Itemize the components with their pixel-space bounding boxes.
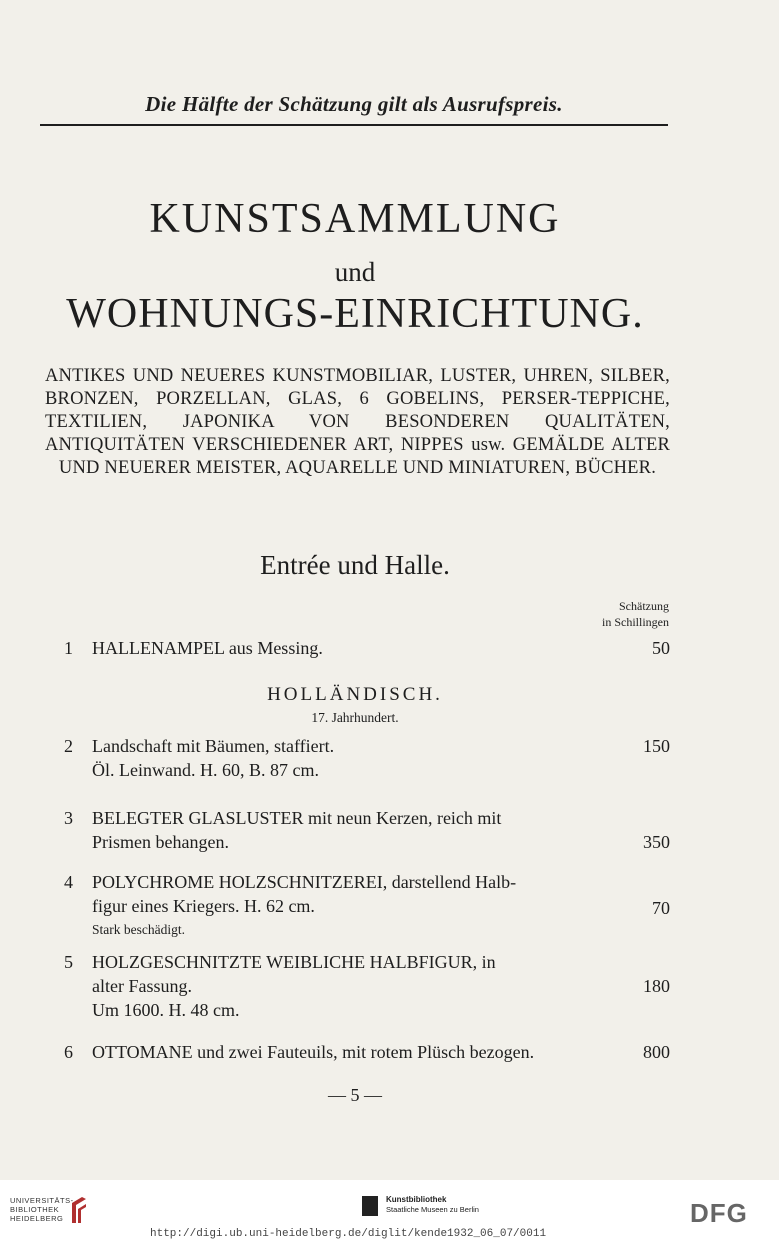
page-url-link[interactable]: http://digi.ub.uni-heidelberg.de/diglit/kende1932_06_07/0011 xyxy=(150,1228,547,1240)
item-line: HOLZGESCHNITZTE WEIBLICHE HALBFIGUR, in xyxy=(92,952,496,972)
university-line: BIBLIOTHEK xyxy=(10,1205,60,1214)
university-line: HEIDELBERG xyxy=(10,1214,64,1223)
divider xyxy=(40,124,668,126)
item-line: Öl. Leinwand. H. 60, B. 87 cm. xyxy=(92,760,319,780)
university-line: UNIVERSITÄTS- xyxy=(10,1196,74,1205)
estimate-header xyxy=(602,598,669,630)
item-text xyxy=(92,734,612,782)
item-note: Stark beschädigt. xyxy=(92,922,185,937)
item-price: 350 xyxy=(643,832,670,852)
item-line: BELEGTER GLASLUSTER mit neun Kerzen, reich mit xyxy=(92,808,502,828)
item-number: 2 xyxy=(64,736,73,756)
item-price: 800 xyxy=(643,1042,670,1062)
title-line-2: WOHNUNGS-EINRICHTUNG. xyxy=(66,291,644,337)
kunstbibliothek-logo-icon[interactable] xyxy=(362,1196,378,1216)
estimate-header-line-1: Schätzung xyxy=(619,599,669,613)
item-number: 5 xyxy=(64,952,73,972)
item-line: figur eines Kriegers. H. 62 cm. xyxy=(92,896,315,916)
dfg-logo[interactable]: DFG xyxy=(690,1198,748,1228)
item-number: 3 xyxy=(64,808,73,828)
item-text xyxy=(92,806,612,854)
kb-name: Kunstbibliothek xyxy=(386,1195,447,1204)
university-library-label[interactable] xyxy=(10,1196,74,1223)
item-number: 4 xyxy=(64,872,73,892)
item-number: 6 xyxy=(64,1042,73,1062)
item-text: OTTOMANE und zwei Fauteuils, mit rotem Plüsch bezogen. xyxy=(92,1042,535,1062)
subheading-title: HOLLÄNDISCH. xyxy=(267,684,443,705)
item-text: HALLENAMPEL aus Messing. xyxy=(92,638,323,658)
university-logo-icon[interactable] xyxy=(68,1195,90,1225)
item-line: POLYCHROME HOLZSCHNITZEREI, darstellend Halb- xyxy=(92,872,517,892)
motto: Die Hälfte der Schätzung gilt als Ausrufspreis. xyxy=(145,92,563,116)
item-price: 50 xyxy=(652,638,670,658)
page-number: — 5 — xyxy=(328,1085,382,1105)
kunstbibliothek-label[interactable] xyxy=(386,1195,479,1215)
item-line: alter Fassung. xyxy=(92,976,192,996)
section-title: Entrée und Halle. xyxy=(260,550,450,580)
item-number: 1 xyxy=(64,638,73,658)
title-line-1: KUNSTSAMMLUNG xyxy=(149,196,561,242)
subheading-century: 17. Jahrhundert. xyxy=(311,710,399,725)
title-und: und xyxy=(334,257,376,287)
item-price: 150 xyxy=(643,736,670,756)
item-line: Prismen behangen. xyxy=(92,832,229,852)
item-line: Landschaft mit Bäumen, staffiert. xyxy=(92,736,335,756)
item-price: 70 xyxy=(652,898,670,918)
item-price: 180 xyxy=(643,976,670,996)
description: ANTIKES UND NEUERES KUNSTMOBILIAR, LUSTER, UHREN, SILBER, BRONZEN, PORZELLAN, GLAS, 6 GOBELINS, PERSER-TEPPICHE, TEXTILIEN, JAPONIKA VON BESONDEREN QUALITÄTEN, ANTIQUITÄTEN VERSCHIEDENER ART, NIPPES usw. GEMÄLDE ALTER UND NEUERER MEISTER, AQUARELLE UND MINIATUREN, BÜCHER. xyxy=(45,366,670,478)
item-text xyxy=(92,950,612,1022)
item-line: Um 1600. H. 48 cm. xyxy=(92,1000,240,1020)
item-text xyxy=(92,870,612,942)
estimate-header-line-2: in Schillingen xyxy=(602,615,669,629)
kb-subtitle: Staatliche Museen zu Berlin xyxy=(386,1205,479,1214)
